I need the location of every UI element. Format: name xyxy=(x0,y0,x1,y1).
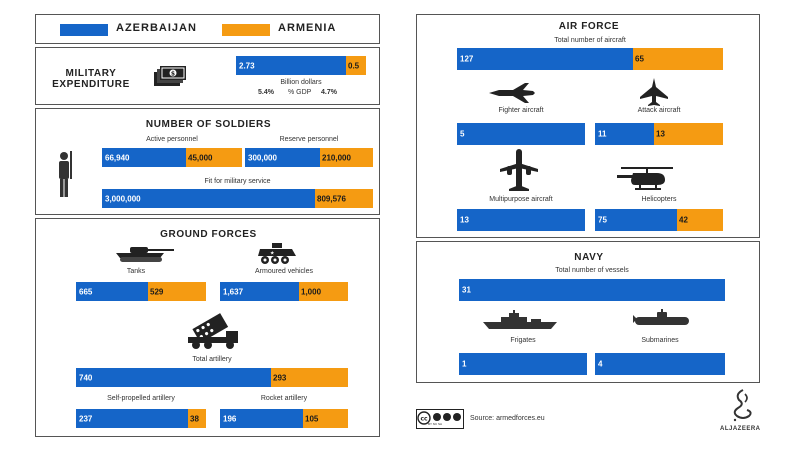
frigate-icon xyxy=(483,310,557,330)
rocket-launcher-icon xyxy=(184,313,242,351)
rocket-value-azerbaijan: 196 xyxy=(223,414,237,423)
aircraft-bar xyxy=(457,48,723,70)
reserve-label: Reserve personnel xyxy=(279,136,339,143)
armoured-value-armenia: 1,000 xyxy=(301,287,322,296)
fighter-bar xyxy=(457,123,585,145)
reserve-bar xyxy=(245,148,373,167)
fighter-aircraft-icon xyxy=(487,81,537,105)
aljazeera-logo-icon xyxy=(729,388,755,424)
fit-value-azerbaijan: 3,000,000 xyxy=(105,194,141,203)
multipurpose-label: Multipurpose aircraft xyxy=(489,196,553,203)
helicopter-icon xyxy=(617,165,677,193)
frigates-value-azerbaijan: 1 xyxy=(462,359,467,369)
legend-swatch-azerbaijan xyxy=(60,24,108,36)
active-value-armenia: 45,000 xyxy=(188,153,213,162)
multipurpose-bar-azerbaijan xyxy=(457,209,585,231)
soldier-icon xyxy=(54,151,78,199)
expenditure-title-line1: MILITARY xyxy=(65,68,117,79)
vessels-bar xyxy=(459,279,725,301)
helicopters-value-azerbaijan: 75 xyxy=(598,215,607,225)
fit-value-armenia: 809,576 xyxy=(317,194,346,203)
vessels-label: Total number of vessels xyxy=(555,267,629,274)
fighter-label: Fighter aircraft xyxy=(498,107,544,114)
armoured-bar xyxy=(220,282,348,301)
active-value-azerbaijan: 66,940 xyxy=(105,153,130,162)
air-title: AIR FORCE xyxy=(558,21,620,32)
reserve-value-armenia: 210,000 xyxy=(322,153,351,162)
source-text: Source: armedforces.eu xyxy=(470,415,545,422)
armoured-vehicle-icon xyxy=(258,243,298,265)
soldiers-title: NUMBER OF SOLDIERS xyxy=(145,119,272,130)
svg-text:$: $ xyxy=(170,70,176,78)
helicopters-bar xyxy=(595,209,723,231)
multipurpose-value-azerbaijan: 13 xyxy=(460,215,469,225)
submarines-label: Submarines xyxy=(641,337,679,344)
armoured-label: Armoured vehicles xyxy=(255,268,313,275)
attack-value-armenia: 13 xyxy=(656,129,665,139)
submarines-bar xyxy=(595,353,725,375)
submarine-icon xyxy=(633,309,691,327)
tanks-value-armenia: 529 xyxy=(150,287,164,296)
legend-panel xyxy=(35,14,380,44)
helicopters-value-armenia: 42 xyxy=(679,215,688,225)
frigates-bar xyxy=(459,353,587,375)
ground-panel xyxy=(35,218,380,437)
legend-label-armenia: ARMENIA xyxy=(278,22,337,34)
aircraft-bar-armenia xyxy=(633,48,723,70)
fit-label: Fit for military service xyxy=(204,178,271,185)
navy-title: NAVY xyxy=(574,252,604,263)
expenditure-bar xyxy=(236,56,366,75)
expenditure-value-armenia: 0.5 xyxy=(348,61,360,70)
submarines-bar-azerbaijan xyxy=(595,353,725,375)
expenditure-panel xyxy=(35,47,380,105)
selfprop-value-azerbaijan: 237 xyxy=(79,414,93,423)
navy-panel xyxy=(416,241,760,383)
vessels-bar-azerbaijan xyxy=(459,279,725,301)
air-panel xyxy=(416,14,760,238)
submarines-value-azerbaijan: 4 xyxy=(598,359,603,369)
artillery-value-azerbaijan: 740 xyxy=(79,373,93,382)
expenditure-gdp-azerbaijan: 5.4% xyxy=(258,89,274,96)
attack-value-azerbaijan: 11 xyxy=(598,129,607,139)
selfprop-value-armenia: 38 xyxy=(190,414,199,423)
rocket-label: Rocket artillery xyxy=(260,395,308,402)
license-badge xyxy=(416,409,464,429)
fighter-value-azerbaijan: 5 xyxy=(460,129,465,139)
frigates-bar-azerbaijan xyxy=(459,353,587,375)
svg-text:★: ★ xyxy=(270,250,275,257)
legend-swatch-armenia xyxy=(222,24,270,36)
multipurpose-aircraft-icon xyxy=(499,149,539,193)
artillery-bar-azerbaijan xyxy=(76,368,271,387)
multipurpose-bar xyxy=(457,209,585,231)
expenditure-value-azerbaijan: 2.73 xyxy=(239,61,255,70)
active-label: Active personnel xyxy=(146,136,198,143)
attack-aircraft-icon xyxy=(639,77,669,107)
ground-title: GROUND FORCES xyxy=(160,229,257,240)
selfprop-bar-azerbaijan xyxy=(76,409,188,428)
expenditure-gdp-label: % GDP xyxy=(288,89,312,96)
active-bar xyxy=(102,148,242,167)
expenditure-title-line2: EXPENDITURE xyxy=(52,79,130,90)
selfprop-bar xyxy=(76,409,206,428)
reserve-value-azerbaijan: 300,000 xyxy=(248,153,277,162)
rocket-bar xyxy=(220,409,348,428)
svg-text:cc: cc xyxy=(420,415,428,423)
soldiers-panel xyxy=(35,108,380,215)
aircraft-label: Total number of aircraft xyxy=(554,37,626,44)
frigates-label: Frigates xyxy=(510,337,536,344)
helicopters-label: Helicopters xyxy=(641,196,677,203)
artillery-bar xyxy=(76,368,348,387)
artillery-label: Total artillery xyxy=(192,356,232,363)
vessels-value-azerbaijan: 31 xyxy=(462,285,471,295)
expenditure-unit: Billion dollars xyxy=(280,79,322,86)
aircraft-value-armenia: 65 xyxy=(635,54,644,64)
fit-bar xyxy=(102,189,373,208)
attack-bar xyxy=(595,123,723,145)
selfprop-label: Self-propelled artillery xyxy=(107,395,175,402)
armoured-value-azerbaijan: 1,637 xyxy=(223,287,244,296)
aircraft-value-azerbaijan: 127 xyxy=(460,54,474,64)
tank-icon xyxy=(114,245,176,263)
money-icon xyxy=(154,66,186,88)
legend-label-azerbaijan: AZERBAIJAN xyxy=(116,22,197,34)
artillery-value-armenia: 293 xyxy=(273,373,287,382)
aircraft-bar-azerbaijan xyxy=(457,48,633,70)
helicopters-bar-azerbaijan xyxy=(595,209,677,231)
expenditure-gdp-armenia: 4.7% xyxy=(321,89,337,96)
rocket-value-armenia: 105 xyxy=(305,414,319,423)
tanks-bar xyxy=(76,282,206,301)
tanks-label: Tanks xyxy=(126,268,146,275)
aljazeera-logo-text: ALJAZEERA xyxy=(720,426,761,432)
tanks-value-azerbaijan: 665 xyxy=(79,287,93,296)
license-text: BY NC SA xyxy=(428,422,442,426)
attack-label: Attack aircraft xyxy=(637,107,681,114)
fighter-bar-azerbaijan xyxy=(457,123,585,145)
